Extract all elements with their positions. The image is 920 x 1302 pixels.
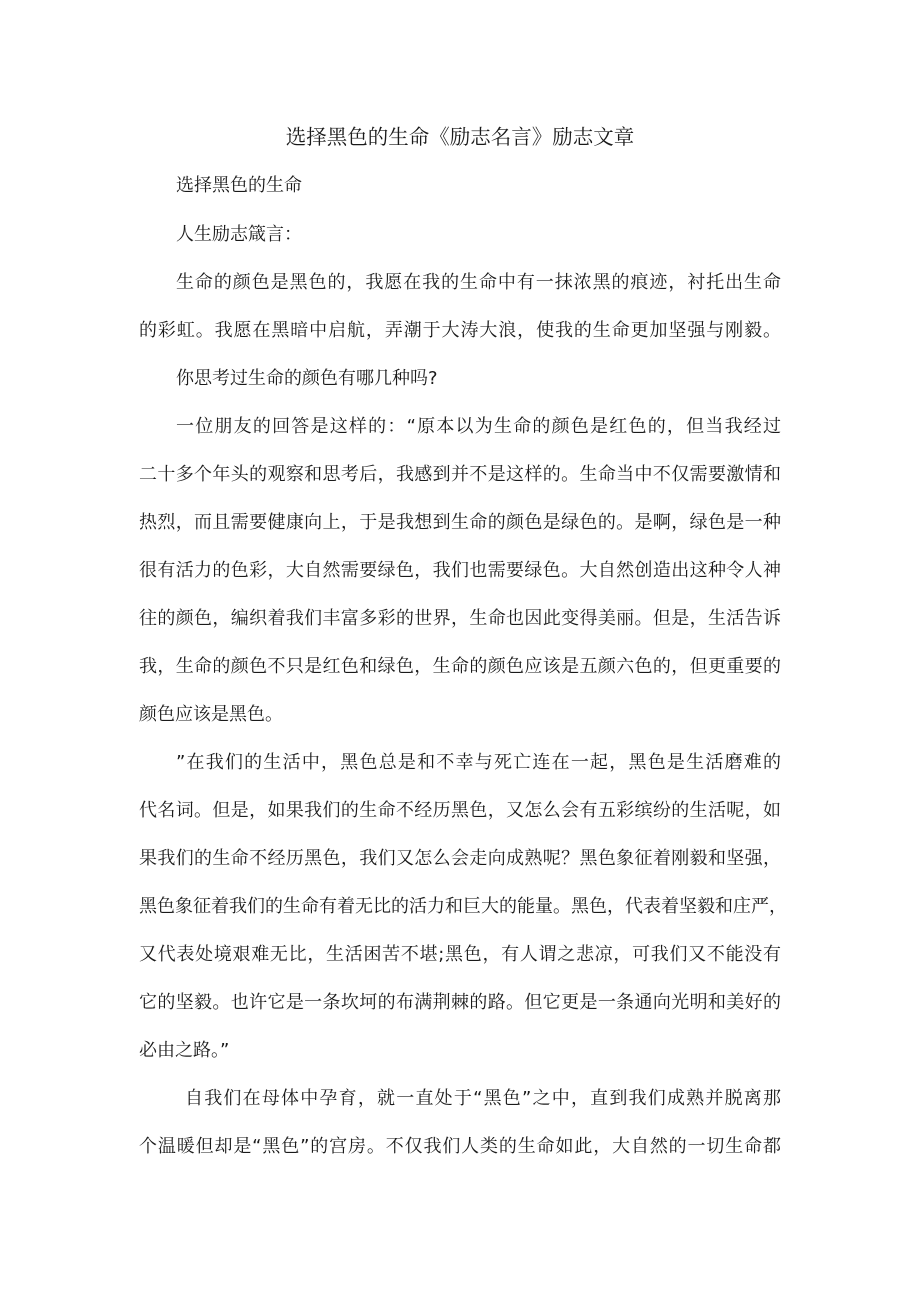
paragraph-line: 二十多个年头的观察和思考后，我感到并不是这样的。生命当中不仅需要激情和 (139, 464, 781, 485)
paragraph-line: 往的颜色，编织着我们丰富多彩的世界，生命也因此变得美丽。但是，生活告诉 (139, 608, 781, 629)
paragraph-line: 一位朋友的回答是这样的：“原本以为生命的颜色是红色的，但当我经过 (176, 416, 781, 437)
paragraph-line: 又代表处境艰难无比，生活困苦不堪;黑色，有人谓之悲凉，可我们又不能没有 (139, 944, 781, 965)
paragraph-line: 的彩虹。我愿在黑暗中启航，弄潮于大涛大浪，使我的生命更加坚强与刚毅。 (139, 320, 781, 341)
paragraph-line: ”在我们的生活中，黑色总是和不幸与死亡连在一起，黑色是生活磨难的 (176, 752, 781, 773)
paragraph-line: 代名词。但是，如果我们的生命不经历黑色，又怎么会有五彩缤纷的生活呢，如 (139, 800, 781, 821)
paragraph-line: 果我们的生命不经历黑色，我们又怎么会走向成熟呢？黑色象征着刚毅和坚强， (139, 848, 781, 869)
paragraph-line: 必由之路。” (139, 1040, 230, 1061)
paragraph-line: 生命的颜色是黑色的，我愿在我的生命中有一抹浓黑的痕迹，衬托出生命 (176, 272, 781, 293)
section-heading: 人生励志箴言： (176, 224, 302, 245)
document-subtitle: 选择黑色的生命 (176, 175, 302, 196)
document-title: 选择黑色的生命《励志名言》励志文章 (285, 125, 635, 149)
paragraph-line: 个温暖但却是“黑色”的宫房。不仅我们人类的生命如此，大自然的一切生命都 (139, 1136, 781, 1157)
paragraph-line: 你思考过生命的颜色有哪几种吗? (176, 368, 438, 389)
paragraph-line: 它的坚毅。也许它是一条坎坷的布满荆棘的路。但它更是一条通向光明和美好的 (139, 992, 781, 1013)
paragraph-line: 热烈，而且需要健康向上，于是我想到生命的颜色是绿色的。是啊，绿色是一种 (139, 512, 781, 533)
paragraph-line: 黑色象征着我们的生命有着无比的活力和巨大的能量。黑色，代表着坚毅和庄严， (139, 896, 787, 917)
paragraph-line: 颜色应该是黑色。 (139, 704, 283, 725)
paragraph-line: 自我们在母体中孕育，就一直处于“黑色”之中，直到我们成熟并脱离那 (185, 1088, 781, 1109)
paragraph-line: 很有活力的色彩，大自然需要绿色，我们也需要绿色。大自然创造出这种令人神 (139, 560, 781, 581)
paragraph-line: 我，生命的颜色不只是红色和绿色，生命的颜色应该是五颜六色的，但更重要的 (139, 656, 781, 677)
